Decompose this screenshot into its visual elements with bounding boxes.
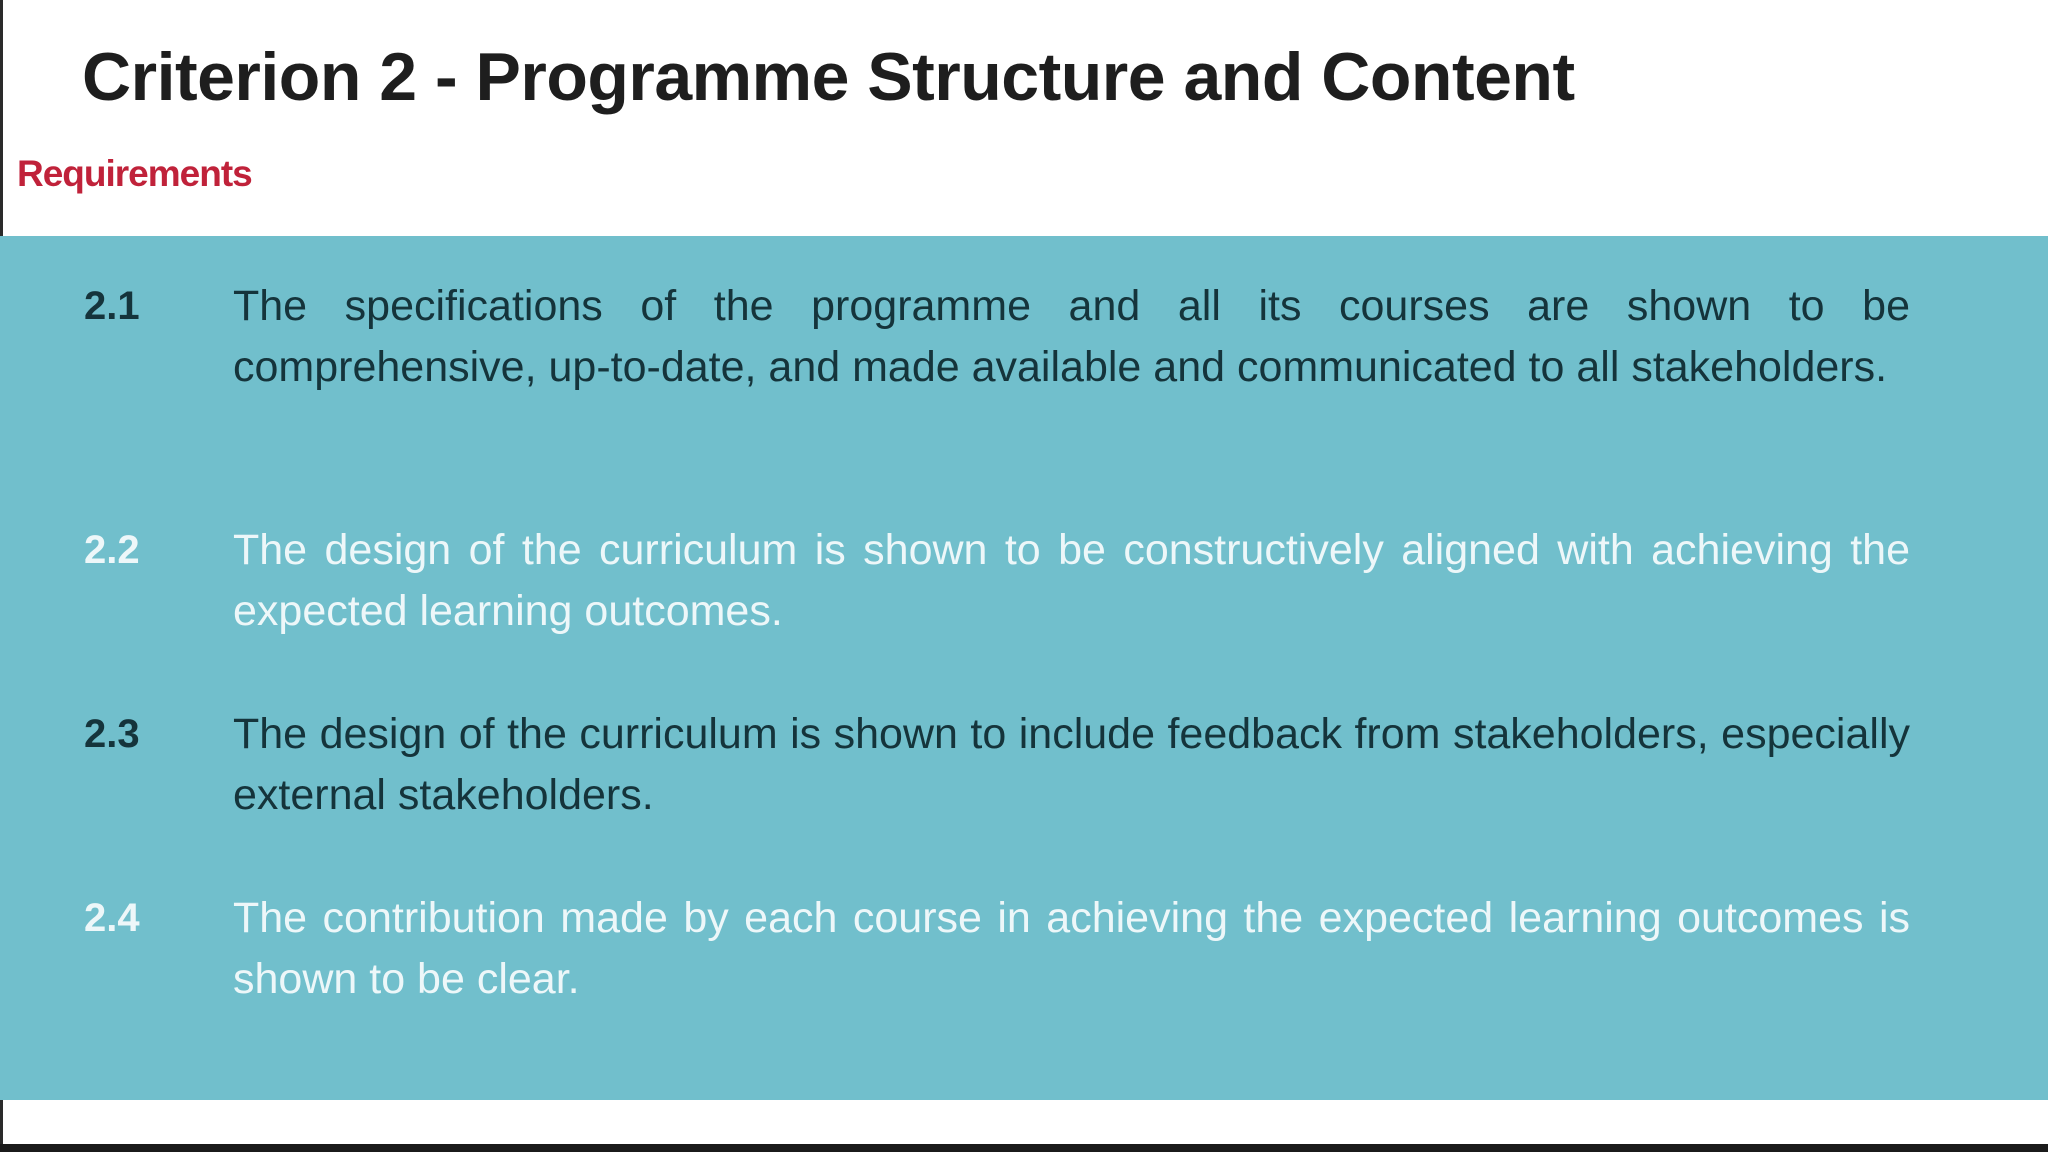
requirement-text: The contribution made by each course in achieving the expected learning outcomes is shown to be clear. — [233, 894, 1910, 1003]
requirement-text: The design of the curriculum is shown to be constructively aligned with achieving the expected learning outcomes. — [233, 526, 1910, 635]
requirement-number: 2.2 — [84, 528, 140, 572]
requirement-number: 2.1 — [84, 284, 140, 328]
requirement-text: The design of the curriculum is shown to include feedback from stakeholders, especially external stakeholders. — [233, 710, 1910, 819]
slide-bottom-border — [0, 1144, 2048, 1152]
requirement-text: The specifications of the programme and all its courses are shown to be comprehensive, up-to-date, and made available and communicated to all stakeholders. — [233, 282, 1910, 391]
section-label: Requirements — [17, 153, 252, 194]
requirement-number: 2.4 — [84, 896, 140, 940]
requirements-panel — [0, 236, 2048, 1100]
requirement-number: 2.3 — [84, 712, 140, 756]
slide-title: Criterion 2 - Programme Structure and Content — [82, 39, 1575, 115]
